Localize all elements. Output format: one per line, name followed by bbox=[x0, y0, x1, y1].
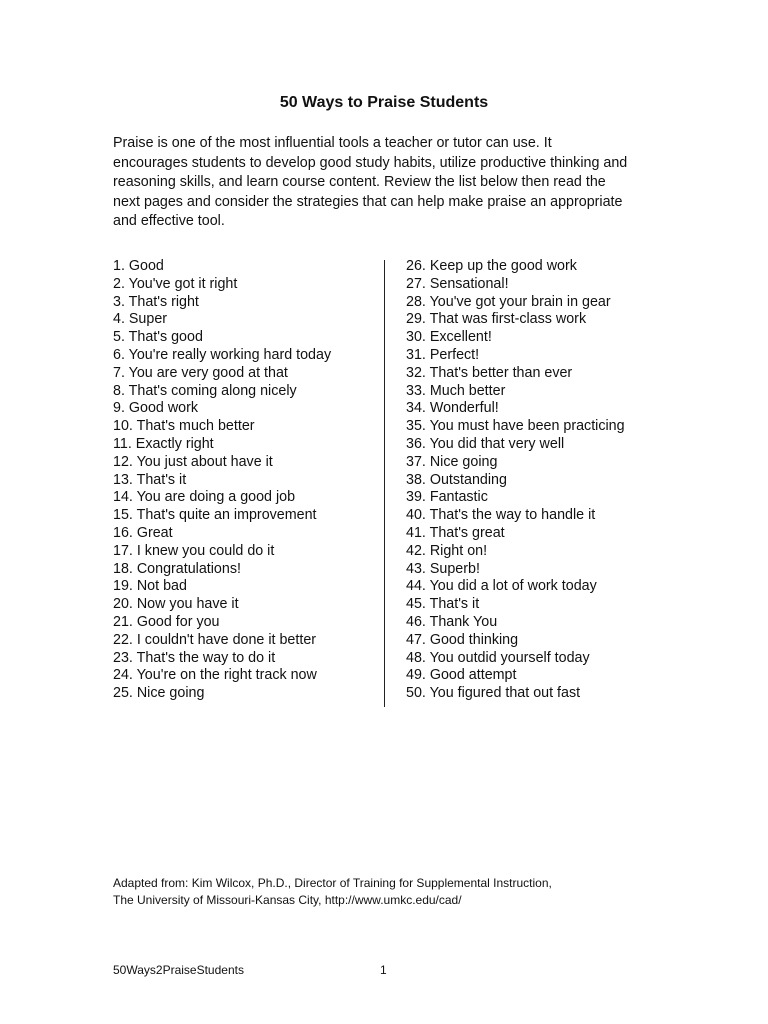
list-item: 43. Superb! bbox=[406, 560, 480, 577]
list-item: 40. That's the way to handle it bbox=[406, 507, 596, 524]
list-item: 38. Outstanding bbox=[406, 471, 507, 488]
list-item: 28. You've got your brain in gear bbox=[406, 293, 611, 310]
list-item: 9. Good work bbox=[113, 400, 199, 417]
list-item: 50. You figured that out fast bbox=[406, 685, 581, 702]
intro-line: Praise is one of the most influential tools a teacher or tutor can use. It bbox=[113, 135, 552, 151]
praise-list-left bbox=[113, 258, 331, 703]
list-item: 3. That's right bbox=[113, 293, 199, 310]
list-item: 6. You're really working hard today bbox=[113, 346, 332, 363]
list-item: 33. Much better bbox=[406, 382, 506, 399]
list-item: 17. I knew you could do it bbox=[113, 542, 275, 559]
list-item: 21. Good for you bbox=[113, 613, 220, 630]
column-divider bbox=[384, 260, 385, 707]
list-item: 36. You did that very well bbox=[406, 435, 565, 452]
list-item: 45. That's it bbox=[406, 596, 480, 613]
list-item: 20. Now you have it bbox=[113, 596, 239, 613]
list-item: 14. You are doing a good job bbox=[113, 489, 296, 506]
list-item: 5. That's good bbox=[113, 329, 203, 346]
intro-paragraph bbox=[113, 134, 658, 232]
list-item: 31. Perfect! bbox=[406, 346, 480, 363]
list-item: 48. You outdid yourself today bbox=[406, 649, 590, 666]
list-item: 32. That's better than ever bbox=[406, 364, 573, 381]
list-item: 11. Exactly right bbox=[113, 435, 214, 452]
attribution-line: Adapted from: Kim Wilcox, Ph.D., Director of Training for Supplemental Instruction, bbox=[113, 876, 552, 890]
list-item: 12. You just about have it bbox=[113, 453, 273, 470]
list-item: 26. Keep up the good work bbox=[406, 258, 577, 274]
document-title: 50 Ways to Praise Students bbox=[279, 94, 489, 111]
list-item: 30. Excellent! bbox=[406, 329, 492, 346]
list-item: 1. Good bbox=[113, 258, 164, 274]
intro-line: and effective tool. bbox=[113, 213, 225, 229]
praise-list-right bbox=[406, 258, 625, 703]
list-item: 44. You did a lot of work today bbox=[406, 578, 597, 595]
list-item: 24. You're on the right track now bbox=[113, 667, 317, 684]
list-item: 22. I couldn't have done it better bbox=[113, 631, 317, 648]
list-item: 10. That's much better bbox=[113, 418, 255, 435]
footer-filename: 50Ways2PraiseStudents bbox=[113, 963, 244, 977]
list-item: 4. Super bbox=[113, 311, 168, 328]
list-item: 27. Sensational! bbox=[406, 275, 509, 292]
list-item: 34. Wonderful! bbox=[406, 400, 499, 417]
list-item: 2. You've got it right bbox=[113, 275, 238, 292]
intro-line: reasoning skills, and learn course content. Review the list below then read the bbox=[113, 174, 606, 190]
intro-line: next pages and consider the strategies that can help make praise an appropriate bbox=[113, 193, 623, 210]
list-item: 25. Nice going bbox=[113, 685, 205, 702]
attribution bbox=[113, 875, 552, 909]
list-item: 23. That's the way to do it bbox=[113, 649, 276, 666]
list-item: 7. You are very good at that bbox=[113, 364, 288, 381]
list-item: 19. Not bad bbox=[113, 578, 187, 595]
attribution-line: The University of Missouri-Kansas City, http://www.umkc.edu/cad/ bbox=[113, 893, 462, 907]
page-number: 1 bbox=[380, 963, 387, 977]
intro-line: encourages students to develop good study habits, utilize productive thinking and bbox=[113, 154, 628, 171]
list-item: 18. Congratulations! bbox=[113, 560, 241, 577]
list-item: 8. That's coming along nicely bbox=[113, 382, 297, 399]
list-item: 41. That's great bbox=[406, 524, 505, 541]
list-item: 37. Nice going bbox=[406, 453, 498, 470]
list-item: 15. That's quite an improvement bbox=[113, 507, 317, 524]
list-item: 49. Good attempt bbox=[406, 667, 517, 684]
list-item: 29. That was first-class work bbox=[406, 311, 587, 328]
list-item: 39. Fantastic bbox=[406, 489, 488, 506]
list-item: 13. That's it bbox=[113, 471, 187, 488]
list-item: 16. Great bbox=[113, 524, 173, 541]
list-item: 35. You must have been practicing bbox=[406, 418, 625, 435]
list-item: 42. Right on! bbox=[406, 542, 488, 559]
list-item: 47. Good thinking bbox=[406, 631, 519, 648]
list-item: 46. Thank You bbox=[406, 613, 498, 630]
